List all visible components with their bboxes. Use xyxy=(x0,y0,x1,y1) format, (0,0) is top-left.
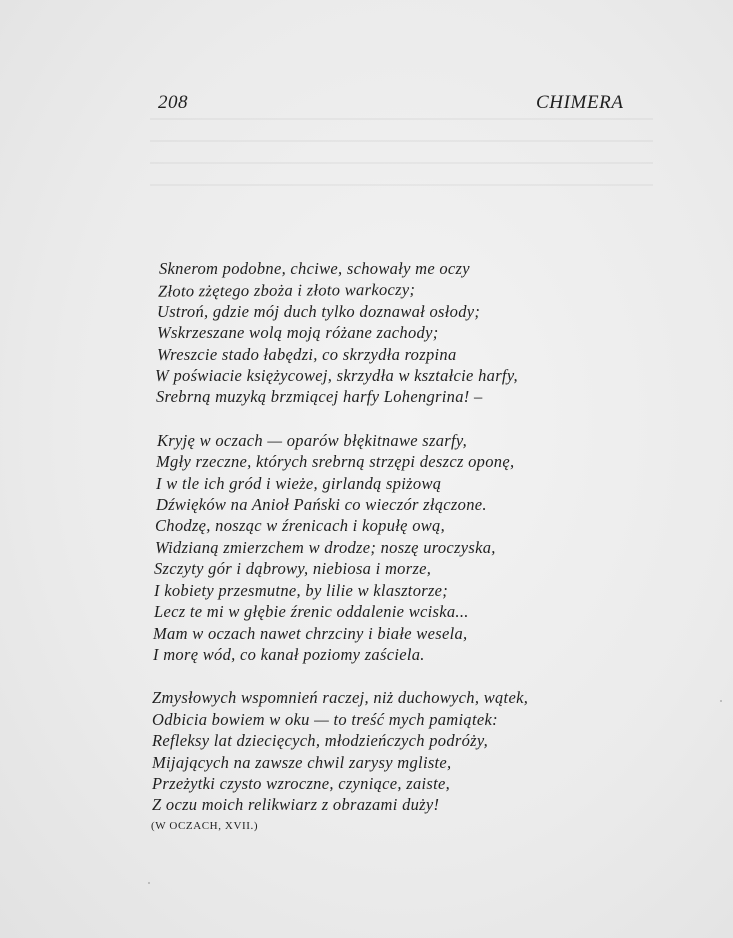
poem-line: Chodzę, nosząc w źrenicach i kopułę ową, xyxy=(155,516,446,536)
poem-line: I morę wód, co kanał poziomy zaściela. xyxy=(153,644,425,664)
poem-line: Odbicia bowiem w oku — to treść mych pamiątek: xyxy=(152,709,498,729)
poem-line: Mgły rzeczne, których srebrną strzępi deszcz oponę, xyxy=(156,452,515,472)
poem-line: Złoto zżętego zboża i złoto warkoczy; xyxy=(157,280,416,301)
source-note: (W OCZACH, XVII.) xyxy=(151,820,259,832)
paper-speck xyxy=(148,882,150,884)
stanza-2 xyxy=(152,430,612,665)
running-title: CHIMERA xyxy=(536,92,624,113)
poem-line: Dźwięków na Anioł Pański co wieczór złączone. xyxy=(156,495,487,515)
poem-line: Widzianą zmierzchem w drodze; noszę uroczyska, xyxy=(155,537,496,557)
stanza-3 xyxy=(152,687,612,815)
paper-speck xyxy=(720,700,722,702)
poem-line: Wreszcie stado łabędzi, co skrzydła rozpina xyxy=(157,344,457,364)
poem-line: Refleksy lat dziecięcych, młodzieńczych podróży, xyxy=(152,731,489,751)
poem-line: I kobiety przesmutne, by lilie w klasztorze; xyxy=(154,580,449,600)
poem-line: Kryję w oczach — oparów błękitnawe szarfy, xyxy=(157,430,468,450)
poem-line: Lecz te mi w głębie źrenic oddalenie wciska... xyxy=(154,602,469,622)
poem-line: Z oczu moich relikwiarz z obrazami duży! xyxy=(152,795,440,815)
poem-line: Ustroń, gdzie mój duch tylko doznawał osłody; xyxy=(157,301,481,321)
poem-line: Mam w oczach nawet chrzciny i białe wesela, xyxy=(153,623,468,643)
poem-body xyxy=(152,258,612,816)
stanza-1 xyxy=(152,258,612,408)
poem-line: Wskrzeszane wolą moją różane zachody; xyxy=(157,323,439,343)
poem-line: Srebrną muzyką brzmiącej harfy Lohengrina! – xyxy=(156,387,483,407)
poem-line: Szczyty gór i dąbrowy, niebiosa i morze, xyxy=(154,559,432,579)
page-number: 208 xyxy=(158,92,188,113)
show-through-text xyxy=(150,118,653,188)
poem-line: I w tle ich gród i wieże, girlandą spiżową xyxy=(156,473,442,493)
poem-line: Przeżytki czysto wzroczne, czyniące, zaiste, xyxy=(152,773,451,793)
poem-line: Zmysłowych wspomnień raczej, niż duchowych, wątek, xyxy=(152,688,529,708)
poem-line: Mijających na zawsze chwil zarysy mgliste, xyxy=(152,752,452,772)
poem-line: Sknerom podobne, chciwe, schowały me oczy xyxy=(159,259,470,278)
poem-line: W poświacie księżycowej, skrzydła w kształcie harfy, xyxy=(155,366,518,386)
